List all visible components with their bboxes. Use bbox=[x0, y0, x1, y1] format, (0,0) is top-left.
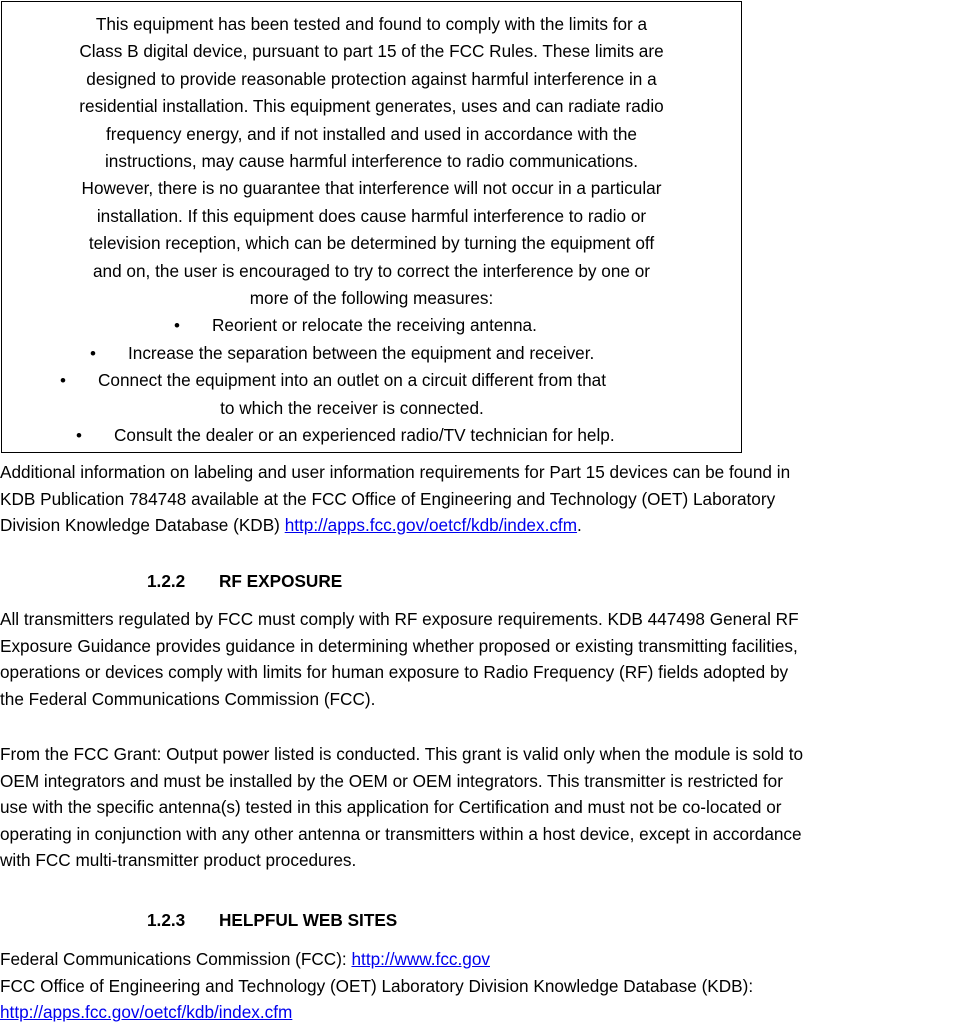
notice-line: This equipment has been tested and found to comply with the limits for a bbox=[95, 14, 648, 34]
bullet-icon: • bbox=[90, 343, 96, 363]
measure-item bbox=[174, 312, 733, 339]
section-heading-helpful-web-sites bbox=[147, 907, 397, 933]
notice-line: residential installation. This equipment generates, uses and can radiate radio bbox=[79, 96, 664, 117]
fcc-grant-paragraph bbox=[0, 741, 968, 874]
rf-exposure-paragraph bbox=[0, 606, 968, 712]
notice-line: television reception, which can be determined by turning the equipment off bbox=[88, 233, 655, 254]
section-heading-rf-exposure bbox=[147, 568, 342, 594]
measure-line: Increase the separation between the equipment and receiver. bbox=[128, 342, 595, 363]
measure-text bbox=[114, 422, 615, 449]
measure-text bbox=[98, 367, 606, 422]
fcc-site-line bbox=[0, 946, 968, 973]
measures-list bbox=[10, 312, 733, 449]
fcc-gov-link[interactable]: http://www.fcc.gov bbox=[351, 949, 490, 969]
oet-site-label: FCC Office of Engineering and Technology (OET) Laboratory Division Knowledge Database (KDB): bbox=[0, 975, 754, 996]
notice-line: more of the following measures: bbox=[249, 288, 494, 309]
measure-item bbox=[76, 422, 733, 449]
web-sites-list bbox=[0, 946, 968, 1026]
measure-line: Reorient or relocate the receiving antenna. bbox=[212, 315, 537, 336]
grant-line: use with the specific antenna(s) tested in this application for Certification and must not be co-located or bbox=[0, 797, 782, 817]
bullet-icon: • bbox=[60, 371, 66, 391]
trailing-period: . bbox=[577, 515, 582, 535]
measure-text bbox=[212, 312, 537, 339]
kdb-link[interactable]: http://apps.fcc.gov/oetcf/kdb/index.cfm bbox=[284, 515, 578, 535]
section-title: HELPFUL WEB SITES bbox=[219, 910, 398, 930]
notice-line: and on, the user is encouraged to try to correct the interference by one or bbox=[92, 260, 650, 281]
notice-line: frequency energy, and if not installed and used in accordance with the bbox=[106, 123, 637, 144]
oet-kdb-link[interactable]: http://apps.fcc.gov/oetcf/kdb/index.cfm bbox=[0, 1002, 293, 1022]
measure-item bbox=[90, 340, 733, 367]
measure-item bbox=[60, 367, 733, 422]
section-number: 1.2.2 bbox=[147, 571, 186, 591]
measure-line: Connect the equipment into an outlet on a circuit different from that bbox=[98, 370, 606, 391]
notice-line: installation. If this equipment does cause harmful interference to radio or bbox=[96, 205, 647, 226]
grant-line: operating in conjunction with any other antenna or transmitters within a host device, except in accordance bbox=[0, 823, 802, 844]
notice-line: Class B digital device, pursuant to part 15 of the FCC Rules. These limits are bbox=[79, 41, 664, 62]
grant-line: From the FCC Grant: Output power listed is conducted. This grant is valid only when the module is sold to bbox=[0, 744, 804, 764]
grant-line: with FCC multi-transmitter product procedures. bbox=[0, 850, 357, 870]
oet-site-line bbox=[0, 999, 968, 1026]
notice-line: designed to provide reasonable protection against harmful interference in a bbox=[86, 68, 657, 89]
additional-info-line: Additional information on labeling and user information requirements for Part 15 devices can be found in bbox=[0, 462, 791, 482]
notice-paragraph bbox=[10, 11, 733, 312]
notice-line: instructions, may cause harmful interference to radio communications. bbox=[104, 151, 639, 172]
rf-line: Exposure Guidance provides guidance in determining whether proposed or existing transmitting facilities, bbox=[0, 635, 798, 656]
bullet-icon: • bbox=[174, 316, 180, 336]
notice-line: However, there is no guarantee that interference will not occur in a particular bbox=[81, 178, 662, 199]
section-title: RF EXPOSURE bbox=[219, 571, 343, 591]
measure-line: Consult the dealer or an experienced radio/TV technician for help. bbox=[114, 425, 615, 446]
measure-line: to which the receiver is connected. bbox=[220, 397, 484, 418]
rf-line: the Federal Communications Commission (FCC). bbox=[0, 688, 376, 709]
rf-line: All transmitters regulated by FCC must comply with RF exposure requirements. KDB 447498 General RF bbox=[0, 609, 799, 629]
rf-line: operations or devices comply with limits for human exposure to Radio Frequency (RF) fields adopted by bbox=[0, 662, 789, 682]
grant-line: OEM integrators and must be installed by the OEM or OEM integrators. This transmitter is restricted for bbox=[0, 770, 783, 791]
bullet-icon: • bbox=[76, 426, 82, 446]
fcc-notice-box bbox=[1, 1, 742, 453]
additional-info-line: KDB Publication 784748 available at the FCC Office of Engineering and Technology (OET) Laboratory bbox=[0, 488, 776, 509]
additional-info-line bbox=[0, 512, 968, 539]
fcc-site-label: Federal Communications Commission (FCC): bbox=[0, 949, 352, 969]
additional-info-text: Division Knowledge Database (KDB) bbox=[0, 515, 285, 535]
section-number: 1.2.3 bbox=[147, 910, 186, 930]
additional-info-paragraph bbox=[0, 459, 968, 539]
measure-text bbox=[128, 340, 594, 367]
